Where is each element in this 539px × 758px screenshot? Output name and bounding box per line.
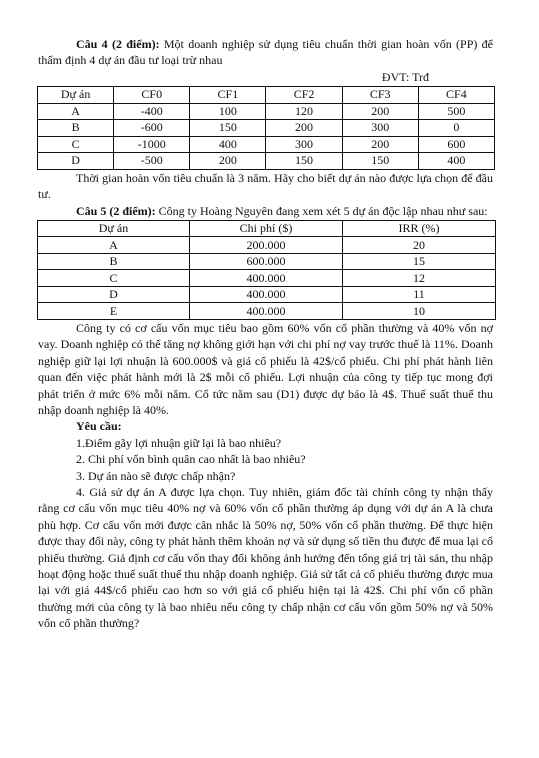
table-header-row: [38, 220, 496, 237]
table-cell: 200: [190, 153, 266, 170]
table-row: [38, 103, 495, 120]
q5-projects-table: [37, 220, 496, 320]
document-page: [38, 36, 493, 632]
table-row: [38, 286, 496, 303]
table-cell: D: [38, 153, 114, 170]
table-cell: B: [38, 120, 114, 137]
table-cell: 100: [190, 103, 266, 120]
table-cell: 400.000: [190, 303, 343, 320]
table-cell: 500: [418, 103, 494, 120]
table-cell: -400: [114, 103, 190, 120]
q5-requirement-1: 1.Điểm gãy lợi nhuận giữ lại là bao nhiêu?: [76, 435, 282, 450]
table-cell: -500: [114, 153, 190, 170]
table-header-cell: IRR (%): [343, 220, 496, 237]
table-cell: D: [38, 286, 190, 303]
q5-heading: Câu 5 (2 điểm):: [76, 203, 156, 218]
table-header-cell: CF2: [266, 87, 342, 104]
table-header-row: [38, 87, 495, 104]
q5-requirement-4: 4. Giả sử dự án A được lựa chọn. Tuy nhiên, giám đốc tài chính công ty nhận thấy rằng cơ cấu vốn mục tiêu 40% nợ và 60% vốn cổ phần thường áp dụng với dự án A là chưa phù hợp. Cơ cấu vốn mới được cân nhắc là 50% nợ, 50% vốn cổ phần thường. Để thực hiện được thay đổi này, công ty phát hành thêm khoản nợ và sử dụng số tiền thu được để mua lại cổ phiếu thường. Giả định cơ cấu vốn thay đổi không ảnh hưởng đến tổng giá trị tài sản, thu nhập hoạt động hoặc thuế suất thuế thu nhập doanh nghiệp. Giả sử tất cả cổ phiếu thường được mua lại với giá 44$/cổ phiếu cao hơn so với giá cổ phiếu hiện tại là 42$. Chi phí vốn cổ phần thường mới của công ty là bao nhiêu nếu công ty chấp nhận cơ cấu vốn gồm 50% nợ và 50% vốn cổ phần thường?: [38, 485, 494, 631]
q5-intro: [38, 203, 493, 219]
table-header-cell: CF0: [114, 87, 190, 104]
table-cell: 300: [266, 136, 342, 153]
table-row: [38, 237, 496, 254]
table-header-cell: CF1: [190, 87, 266, 104]
q5-requirement-3: 3. Dự án nào sẽ được chấp nhận?: [76, 468, 236, 483]
q4-unit: ĐVT: Trđ: [381, 69, 429, 84]
table-cell: 150: [342, 153, 418, 170]
table-header-cell: CF3: [342, 87, 418, 104]
table-cell: 400: [190, 136, 266, 153]
table-cell: E: [38, 303, 190, 320]
q4-intro: [38, 36, 493, 69]
table-header-cell: Dự án: [38, 220, 190, 237]
table-cell: 150: [266, 153, 342, 170]
table-cell: 400.000: [190, 270, 343, 287]
table-cell: 200: [266, 120, 342, 137]
q4-cashflow-table: [37, 86, 495, 170]
table-row: [38, 153, 495, 170]
table-cell: 600: [418, 136, 494, 153]
table-cell: 15: [343, 253, 496, 270]
table-cell: 12: [343, 270, 496, 287]
table-cell: 300: [342, 120, 418, 137]
table-cell: B: [38, 253, 190, 270]
table-cell: 600.000: [190, 253, 343, 270]
table-header-cell: Chi phí ($): [190, 220, 343, 237]
table-row: [38, 253, 496, 270]
table-cell: -1000: [114, 136, 190, 153]
table-cell: C: [38, 270, 190, 287]
q4-heading: Câu 4 (2 điểm):: [76, 37, 160, 51]
q5-intro-text: Công ty Hoàng Nguyên đang xem xét 5 dự án độc lập nhau như sau:: [155, 203, 488, 218]
q5-body: Công ty có cơ cấu vốn mục tiêu bao gồm 60% vốn cổ phần thường và 40% vốn nợ vay. Doanh nghiệp có thể tăng nợ không giới hạn với chi phí nợ vay trước thuế là 11%. Doanh nghiệp giữ lại lợi nhuận là 600.000$ và giá cổ phiếu là 42$/cổ phiếu. Chi phí phát hành liên quan đến việc phát hành mới là 2$ mỗi cổ phiếu. Lợi nhuận của công ty tiếp tục mong đợi phát triển ở mức 6% mỗi năm. Cổ tức năm sau (D1) được dự báo là 4$. Thuế suất thuế thu nhập doanh nghiệp là 40%.: [38, 320, 493, 417]
table-row: [38, 136, 495, 153]
table-cell: -600: [114, 120, 190, 137]
table-cell: 200: [342, 103, 418, 120]
table-cell: 400.000: [190, 286, 343, 303]
table-row: [38, 120, 495, 137]
table-cell: 10: [343, 303, 496, 320]
table-cell: 120: [266, 103, 342, 120]
q5-requirement-2: 2. Chi phí vốn bình quân cao nhất là bao nhiêu?: [76, 452, 306, 467]
table-cell: C: [38, 136, 114, 153]
q5-requirements-label: Yêu cầu:: [76, 419, 122, 434]
q4-question: Thời gian hoàn vốn tiêu chuẩn là 3 năm. Hãy cho biết dự án nào được lựa chọn để đầu tư.: [38, 170, 493, 202]
table-cell: 400: [418, 153, 494, 170]
table-cell: 0: [418, 120, 494, 137]
table-cell: 150: [190, 120, 266, 137]
table-cell: 20: [343, 237, 496, 254]
table-header-cell: Dự án: [38, 87, 114, 104]
table-header-cell: CF4: [418, 87, 494, 104]
table-cell: 200: [342, 136, 418, 153]
table-cell: A: [38, 237, 190, 254]
table-row: [38, 303, 496, 320]
table-cell: 11: [343, 286, 496, 303]
table-row: [38, 270, 496, 287]
table-cell: 200.000: [190, 237, 343, 254]
table-cell: A: [38, 103, 114, 120]
q4-intro-text: Một doanh nghiệp sử dụng tiêu chuẩn thời gian hoàn vốn (PP) để thẩm định 4 dự án đầu tư loại trừ nhau: [38, 37, 493, 68]
